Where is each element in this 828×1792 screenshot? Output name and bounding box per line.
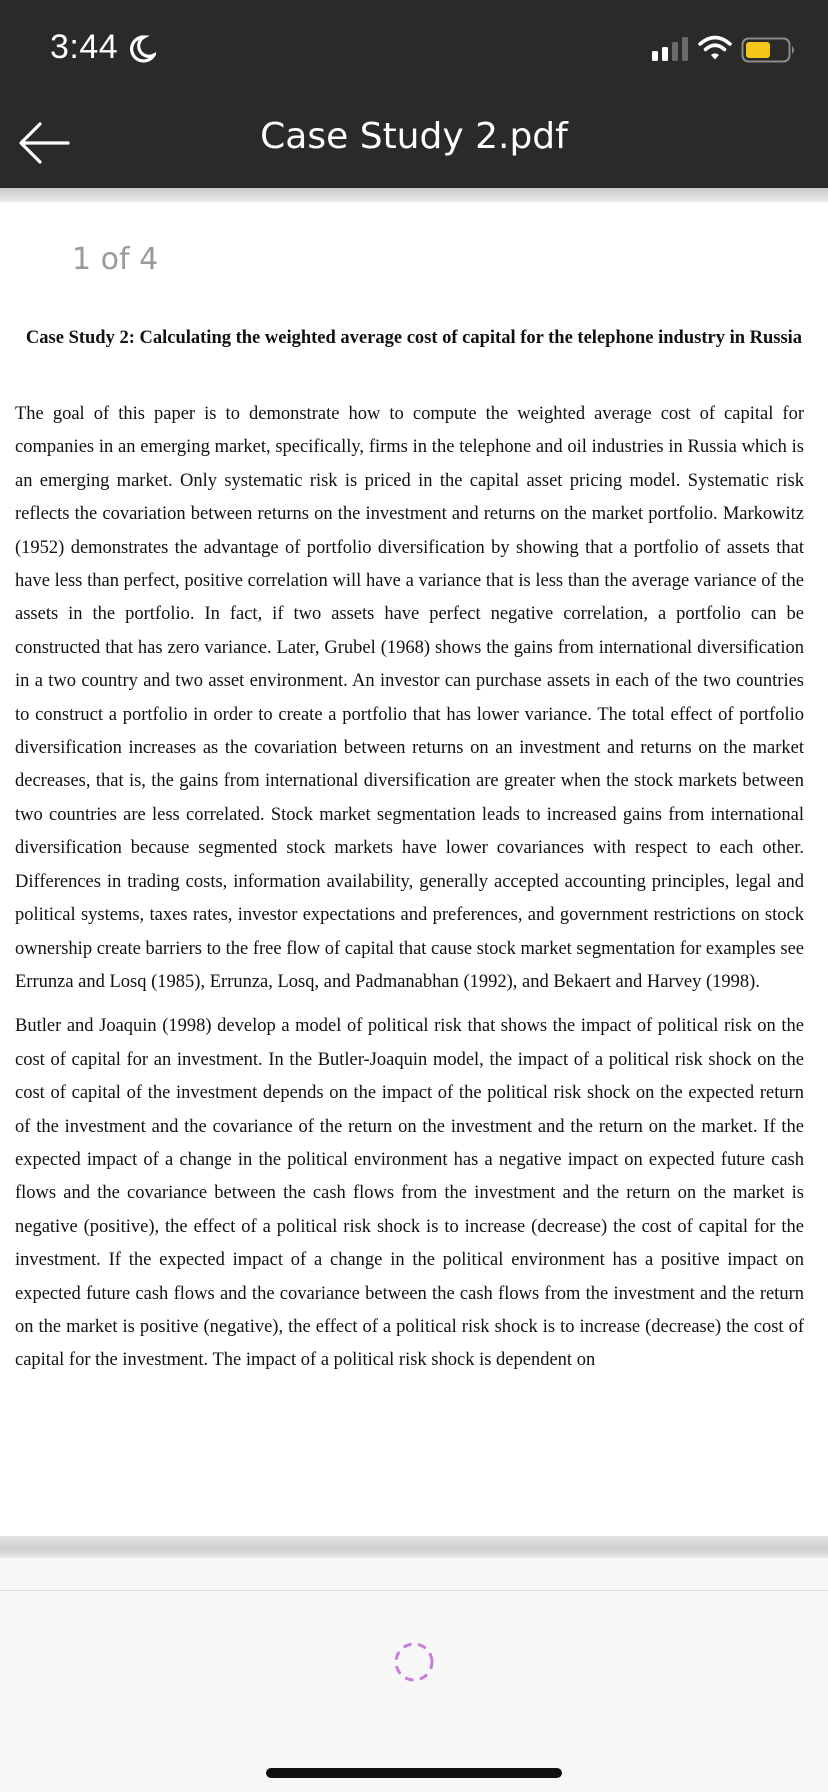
loading-spinner-icon xyxy=(390,1638,438,1686)
pdf-page[interactable] xyxy=(0,202,828,1536)
page-separator xyxy=(0,1536,828,1558)
document-title-header: Case Study 2.pdf xyxy=(260,116,568,157)
moon-icon xyxy=(130,35,156,63)
status-time: 3:44 xyxy=(50,28,119,66)
battery-icon xyxy=(741,37,797,63)
document-heading: Case Study 2: Calculating the weighted average cost of capital for the telephone industry in Russia xyxy=(25,328,803,348)
status-bar xyxy=(0,0,828,100)
nav-bar xyxy=(0,100,828,188)
wifi-icon xyxy=(698,35,732,61)
home-indicator[interactable] xyxy=(266,1768,562,1778)
page-counter: 1 of 4 xyxy=(72,242,159,277)
next-page-loading[interactable] xyxy=(0,1558,828,1792)
document-body xyxy=(15,398,804,1389)
paragraph: Butler and Joaquin (1998) develop a model of political risk that shows the impact of political risk on the cost of capital for an investment. In the Butler-Joaquin model, the impact of a political risk shock on the cost of capital of the investment depends on the impact of the political risk shock on the expected return of the investment and the covariance of the return on the investment and the return on the market. If the expected impact of a change in the political environment has a negative impact on expected future cash flows and the covariance between the cash flows from the investment and the return on the market is negative (positive), the effect of a political risk shock is to increase (decrease) the cost of capital for the investment. If the expected impact of a change in the political environment has a positive impact on expected future cash flows and the covariance between the cash flows from the investment and the return on the market is positive (negative), the effect of a political risk shock is to increase (decrease) the cost of capital for the investment. The impact of a political risk shock is dependent on xyxy=(15,1016,804,1371)
page-divider-line xyxy=(0,1590,828,1591)
signal-icon xyxy=(652,37,690,61)
paragraph: The goal of this paper is to demonstrate how to compute the weighted average cost of capital for companies in an emerging market, specifically, firms in the telephone and oil industries in Russia which is an emerging market. Only systematic risk is priced in the capital asset pricing model. Systematic risk reflects the covariation between returns on the investment and returns on the market portfolio. Markowitz (1952) demonstrates the advantage of portfolio diversification by showing that a portfolio of assets that have less than perfect, positive correlation will have a variance that is less than the average variance of the assets in the portfolio. In fact, if two assets have perfect negative correlation, a portfolio can be constructed that has zero variance. Later, Grubel (1968) shows the gains from international diversification in a two country and two asset environment. An investor can purchase assets in each of the two countries to construct a portfolio in order to create a portfolio that has lower variance. The total effect of portfolio diversification increases as the covariation between returns on an investment and returns on the market decreases, that is, the gains from international diversification are greater when the stock markets between two countries are less correlated. Stock market segmentation leads to increased gains from international diversification because segmented stock markets have lower covariances with respect to each other. Differences in trading costs, information availability, generally accepted accounting principles, legal and political systems, taxes rates, investor expectations and preferences, and government restrictions on stock ownership create barriers to the free flow of capital that cause stock market segmentation for examples see Errunza and Losq (1985), Errunza, Losq, and Padmanabhan (1992), and Bekaert and Harvey (1998). xyxy=(15,404,805,992)
viewer-top-edge xyxy=(0,188,828,202)
